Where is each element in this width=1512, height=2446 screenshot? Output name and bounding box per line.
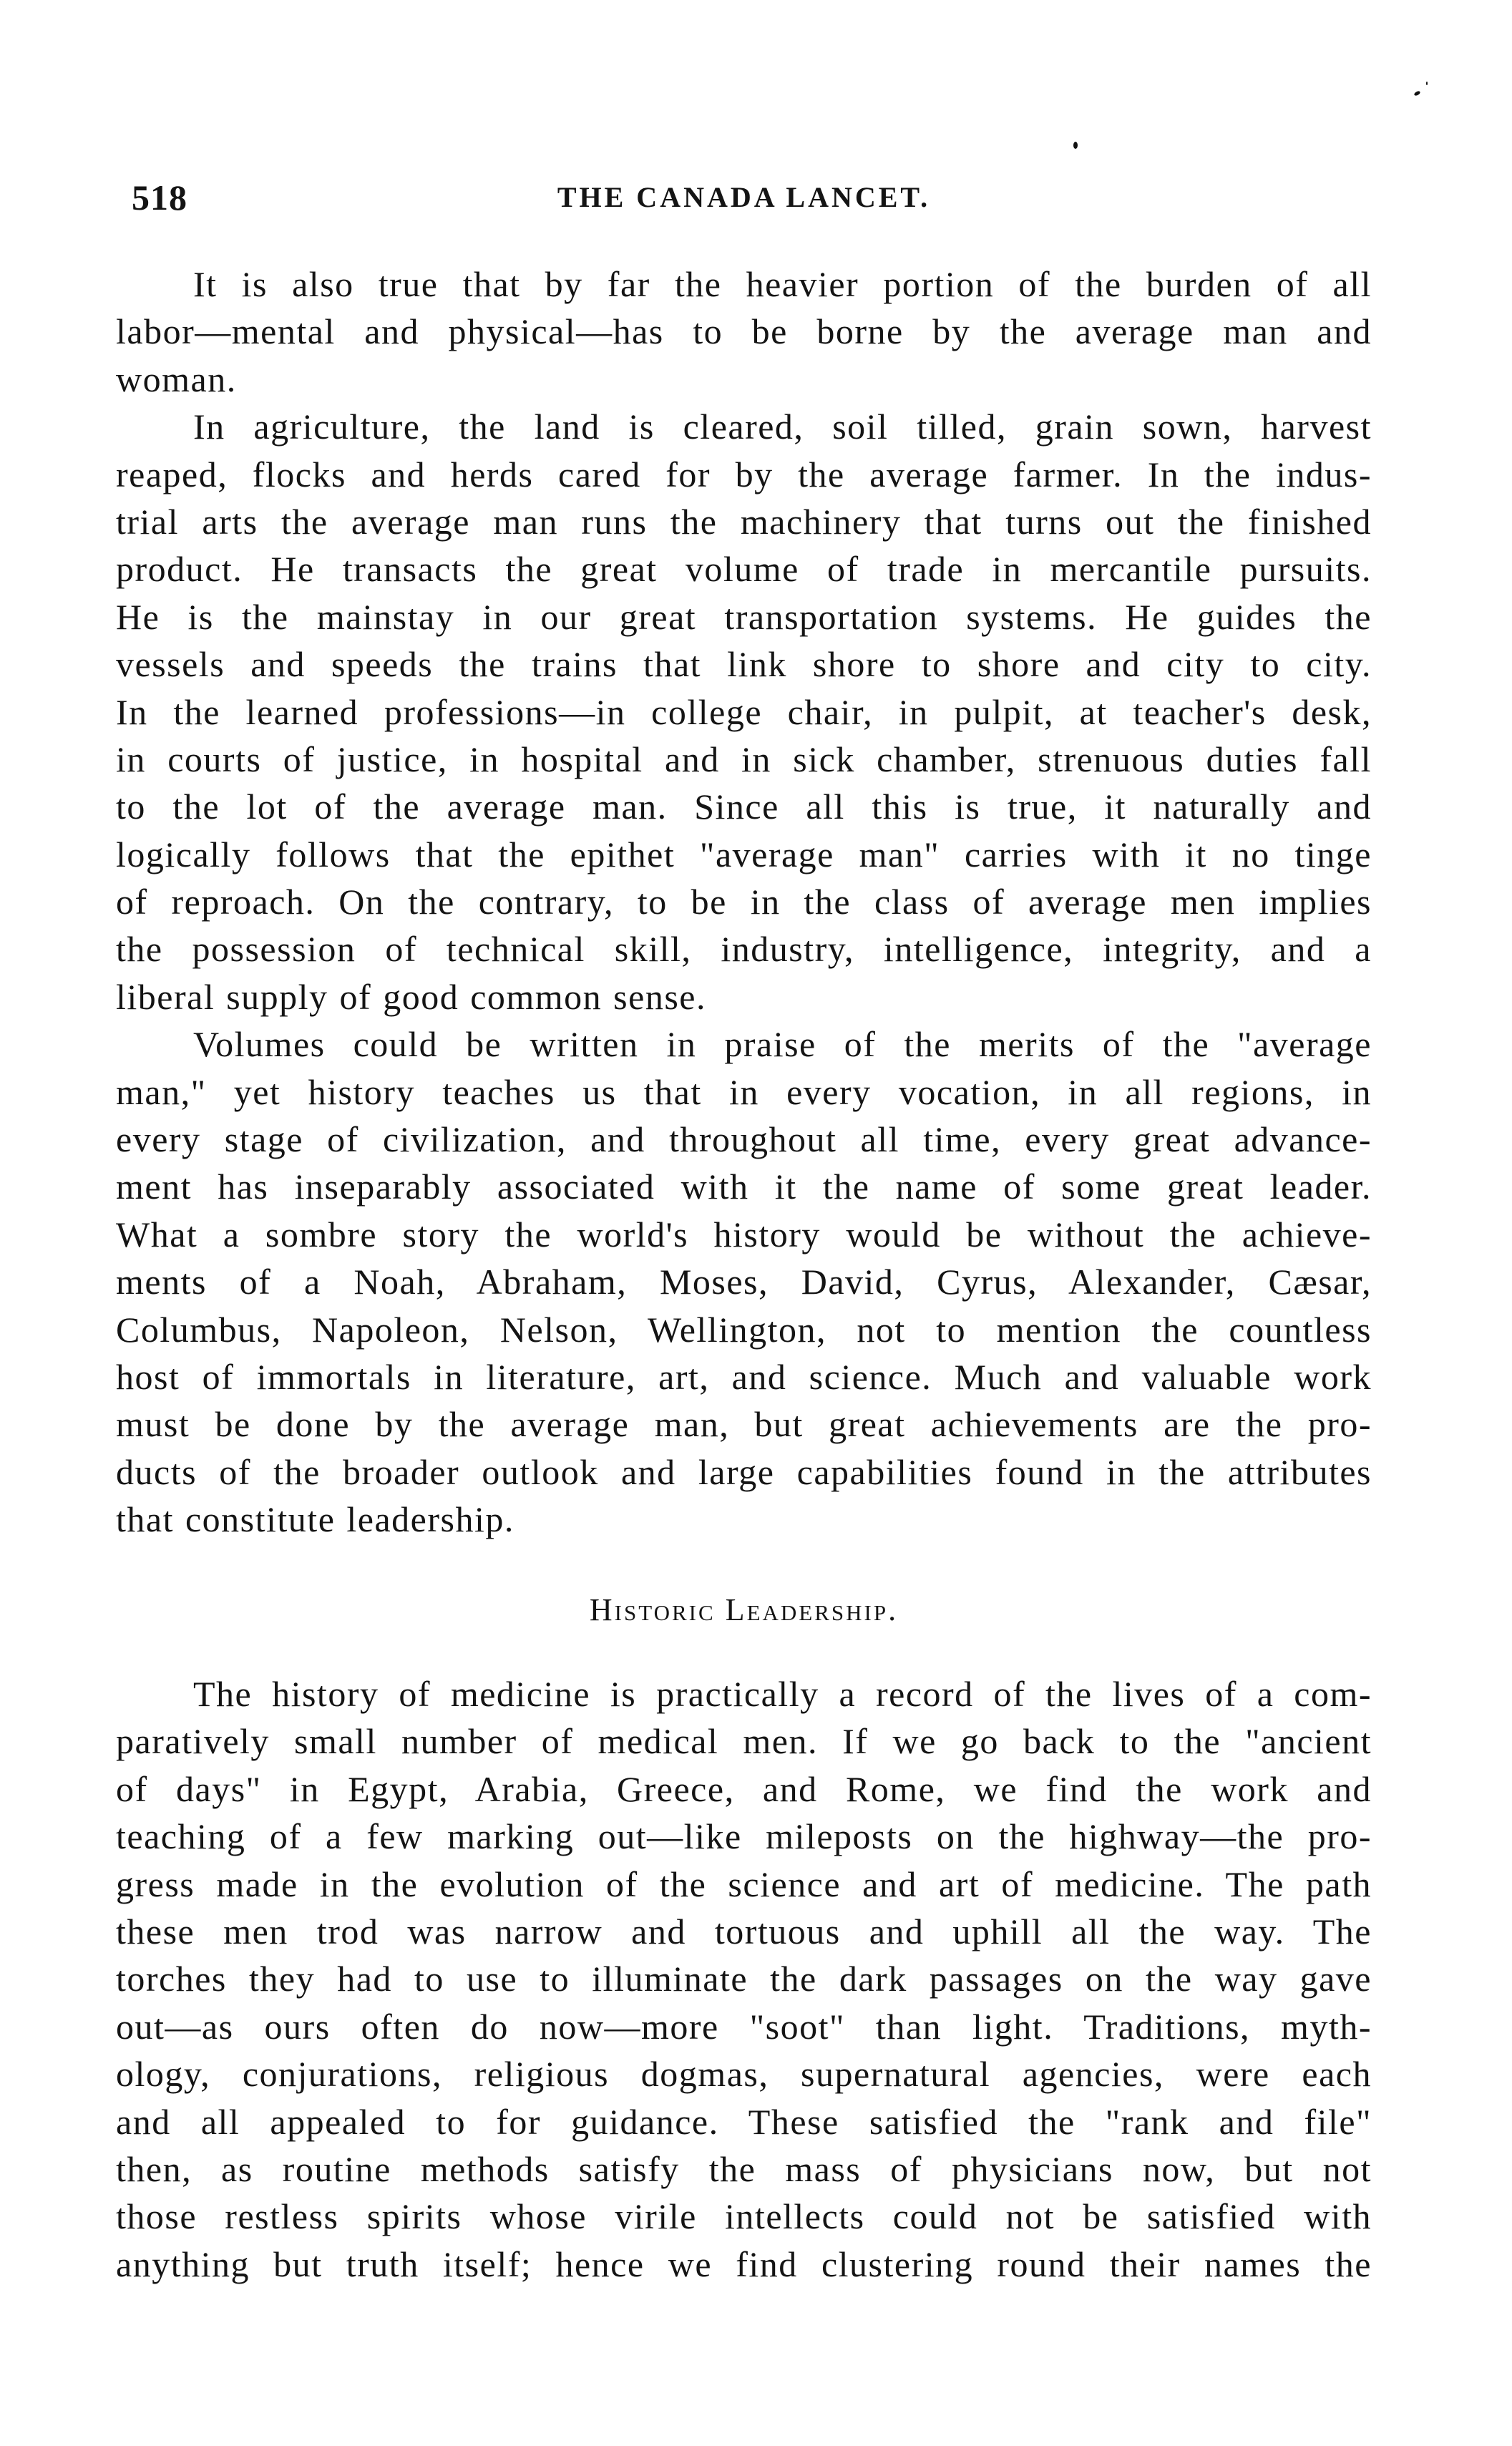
text-line: to the lot of the average man. Since all this is true, it naturally and [116, 786, 1372, 827]
page-number: 518 [132, 177, 187, 218]
text-line: these men trod was narrow and tortuous and uphill all the way. The [116, 1911, 1372, 1952]
text-line: every stage of civilization, and throughout all time, every great advance- [116, 1119, 1372, 1160]
text-line: product. He transacts the great volume of trade in mercantile pursuits. [116, 549, 1372, 590]
text-line: In the learned professions—in college chair, in pulpit, at teacher's desk, [116, 691, 1372, 732]
text-line: gress made in the evolution of the science and art of medicine. The path [116, 1863, 1372, 1904]
text-line: labor—mental and physical—has to be borne by the average man and [116, 311, 1372, 352]
text-line: liberal supply of good common sense. [116, 976, 706, 1017]
text-line: must be done by the average man, but great achievements are the pro- [116, 1404, 1372, 1445]
text-line: In agriculture, the land is cleared, soil tilled, grain sown, harvest [193, 406, 1372, 447]
scan-speck [1413, 90, 1420, 97]
text-line: of days" in Egypt, Arabia, Greece, and Rome, we find the work and [116, 1768, 1372, 1809]
text-line: Columbus, Napoleon, Nelson, Wellington, not to mention the countless [116, 1309, 1372, 1350]
text-line: teaching of a few marking out—like mileposts on the highway—the pro- [116, 1816, 1372, 1857]
text-line: trial arts the average man runs the machinery that turns out the finished [116, 501, 1372, 542]
text-line: then, as routine methods satisfy the mass of physicians now, but not [116, 2148, 1372, 2189]
text-line: that constitute leadership. [116, 1499, 514, 1540]
text-line: torches they had to use to illuminate the dark passages on the way gave [116, 1959, 1372, 1999]
text-line: What a sombre story the world's history would be without the achieve- [116, 1214, 1372, 1254]
text-line: out—as ours often do now—more "soot" than light. Traditions, myth- [116, 2006, 1372, 2047]
text-line: and all appealed to for guidance. These satisfied the "rank and file" [116, 2101, 1372, 2142]
text-line: Volumes could be written in praise of the merits of the "average [193, 1024, 1372, 1065]
text-line: woman. [116, 359, 237, 399]
text-line: He is the mainstay in our great transportation systems. He guides the [116, 596, 1372, 637]
text-line: vessels and speeds the trains that link shore to shore and city to city. [116, 644, 1372, 685]
text-line: It is also true that by far the heavier portion of the burden of all [193, 264, 1372, 304]
text-line: ology, conjurations, religious dogmas, supernatural agencies, were each [116, 2054, 1372, 2095]
scan-speck [1073, 142, 1078, 149]
text-line: anything but truth itself; hence we find clustering round their names the [116, 2243, 1372, 2284]
text-line: ducts of the broader outlook and large capabilities found in the attributes [116, 1451, 1372, 1492]
text-line: the possession of technical skill, industry, intelligence, integrity, and a [116, 929, 1372, 970]
text-line: ment has inseparably associated with it the name of some great leader. [116, 1166, 1372, 1207]
text-line: The history of medicine is practically a record of the lives of a com- [193, 1674, 1372, 1714]
text-line: man," yet history teaches us that in every vocation, in all regions, in [116, 1071, 1372, 1112]
text-line: host of immortals in literature, art, and science. Much and valuable work [116, 1356, 1372, 1397]
section-heading: Historic Leadership. [589, 1592, 899, 1627]
text-line: logically follows that the epithet "average man" carries with it no tinge [116, 834, 1372, 874]
text-line: those restless spirits whose virile intellects could not be satisfied with [116, 2196, 1372, 2237]
text-line: paratively small number of medical men. If we go back to the "ancient [116, 1721, 1372, 1762]
text-line: ments of a Noah, Abraham, Moses, David, Cyrus, Alexander, Cæsar, [116, 1262, 1372, 1302]
body-section-2 [116, 1670, 1372, 2288]
body-section-1 [116, 260, 1372, 1544]
running-head [116, 176, 1372, 219]
scan-speck [1426, 82, 1428, 85]
text-line: reaped, flocks and herds cared for by the average farmer. In the indus- [116, 454, 1372, 494]
text-line: in courts of justice, in hospital and in sick chamber, strenuous duties fall [116, 739, 1372, 779]
text-line: of reproach. On the contrary, to be in the class of average men implies [116, 882, 1372, 922]
journal-title: THE CANADA LANCET. [557, 181, 931, 213]
